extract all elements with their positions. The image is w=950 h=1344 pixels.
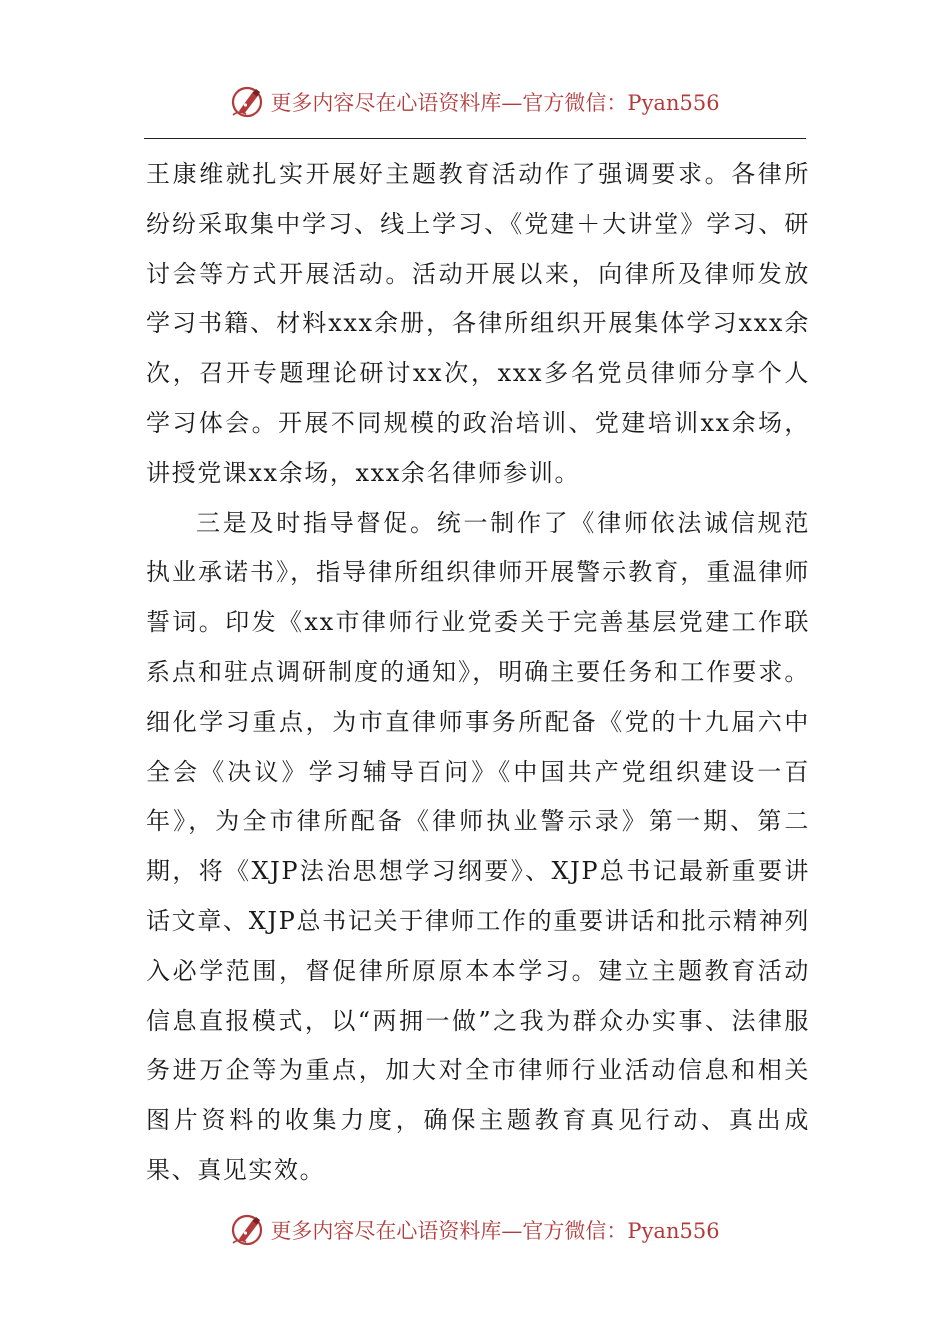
paragraph-2: 三是及时指导督促。统一制作了《律师依法诚信规范执业承诺书》，指导律所组织律师开展警示教育，重温律师誓词。印发《xx市律师行业党委关于完善基层党建工作联系点和驻点调研制度的通知》，明确主要任务和工作要求。细化学习重点，为市直律师事务所配备《党的十九届六中全会《决议》学习辅导百问》《中国共产党组织建设一百年》，为全市律所配备《律师执业警示录》第一期、第二期，将《XJP法治思想学习纲要》、XJP总书记最新重要讲话文章、XJP总书记关于律师工作的重要讲话和批示精神列入必学范围，督促律所原原本本学习。建立主题教育活动信息直报模式，以“两拥一做”之我为群众办实事、法律服务进万企等为重点，加大对全市律师行业活动信息和相关图片资料的收集力度，确保主题教育真见行动、真出成果、真见实效。 xyxy=(146,508,810,1184)
header-banner xyxy=(0,80,950,124)
pen-nib-logo-icon xyxy=(230,1212,266,1248)
header-banner-text: 更多内容尽在心语资料库—官方微信：Pyan556 xyxy=(270,91,720,115)
header-divider xyxy=(144,138,806,139)
document-body xyxy=(146,150,810,1196)
paragraph-1: 王康维就扎实开展好主题教育活动作了强调要求。各律所纷纷采取集中学习、线上学习、《党建＋大讲堂》学习、研讨会等方式开展活动。活动开展以来，向律所及律师发放学习书籍、材料xxx余册，各律所组织开展集体学习xxx余次，召开专题理论研讨xx次，xxx多名党员律师分享个人学习体会。开展不同规模的政治培训、党建培训xx余场，讲授党课xx余场，xxx余名律师参训。 xyxy=(146,160,810,487)
pen-nib-logo-icon xyxy=(230,84,266,120)
footer-banner-text: 更多内容尽在心语资料库—官方微信：Pyan556 xyxy=(270,1219,720,1243)
footer-banner xyxy=(0,1208,950,1252)
